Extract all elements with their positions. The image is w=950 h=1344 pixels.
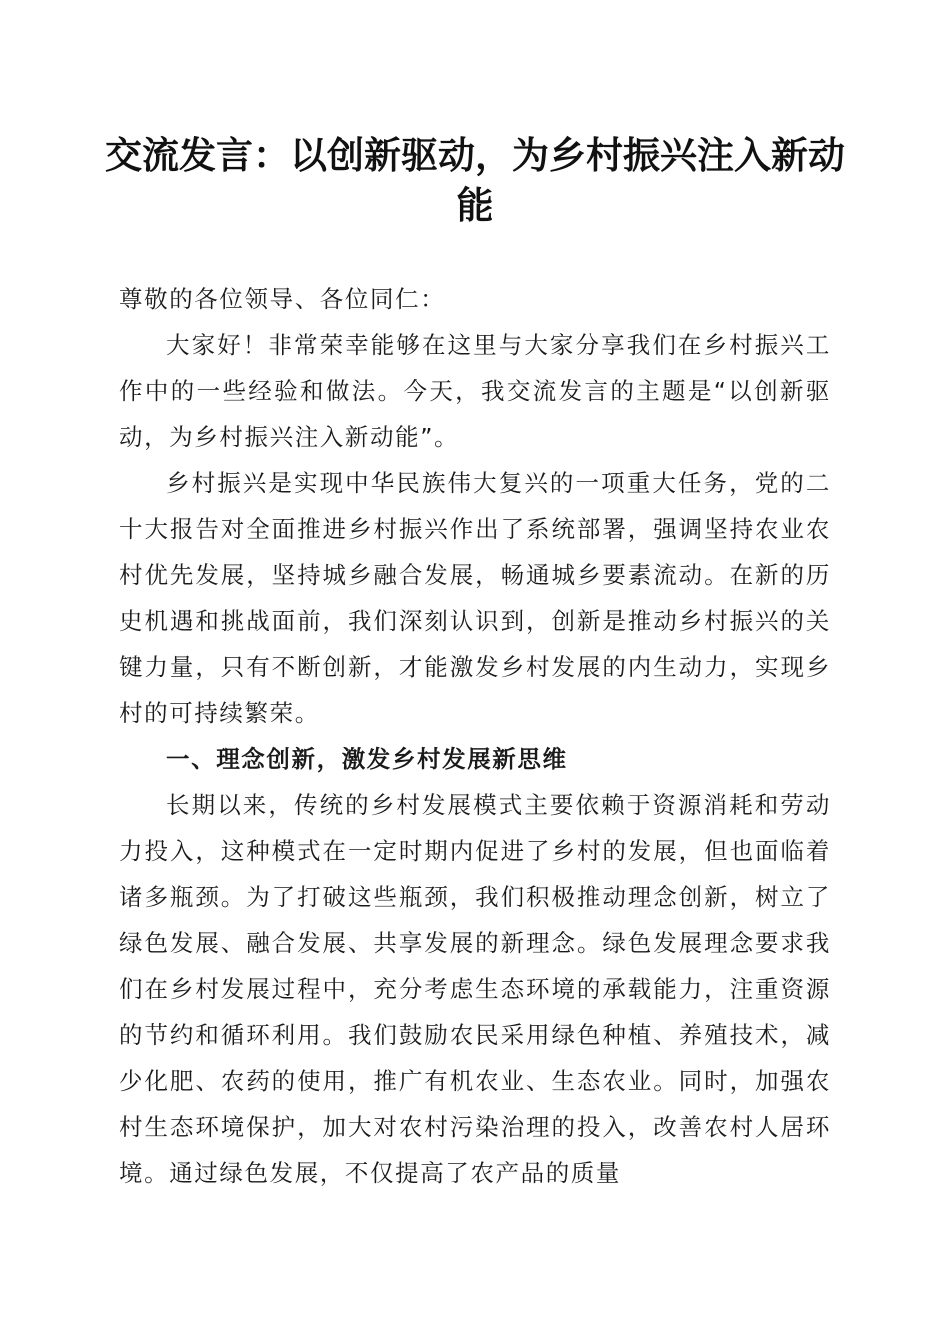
document-title: 交流发言：以创新驱动，为乡村振兴注入新动能	[105, 133, 845, 227]
document-body	[119, 276, 831, 1196]
section-heading: 一、理念创新，激发乡村发展新思维	[166, 745, 568, 773]
salutation: 尊敬的各位领导、各位同仁：	[119, 285, 446, 313]
paragraph-section-one: 长期以来，传统的乡村发展模式主要依赖于资源消耗和劳动力投入，这种模式在一定时期内促进了乡村的发展，但也面临着诸多瓶颈。为了打破这些瓶颈，我们积极推动理念创新，树立了绿色发展、融合发展、共享发展的新理念。绿色发展理念要求我们在乡村发展过程中，充分考虑生态环境的承载能力，注重资源的节约和循环利用。我们鼓励农民采用绿色种植、养殖技术，减少化肥、农药的使用，推广有机农业、生态农业。同时，加强农村生态环境保护，加大对农村污染治理的投入，改善农村人居环境。通过绿色发展，不仅提高了农产品的质量	[119, 791, 831, 1187]
paragraph-background: 乡村振兴是实现中华民族伟大复兴的一项重大任务，党的二十大报告对全面推进乡村振兴作出了系统部署，强调坚持农业农村优先发展，坚持城乡融合发展，畅通城乡要素流动。在新的历史机遇和挑战面前，我们深刻认识到，创新是推动乡村振兴的关键力量，只有不断创新，才能激发乡村发展的内生动力，实现乡村的可持续繁荣。	[119, 469, 831, 727]
paragraph-greeting: 大家好！非常荣幸能够在这里与大家分享我们在乡村振兴工作中的一些经验和做法。今天，我交流发言的主题是“以创新驱动，为乡村振兴注入新动能”。	[119, 331, 831, 451]
